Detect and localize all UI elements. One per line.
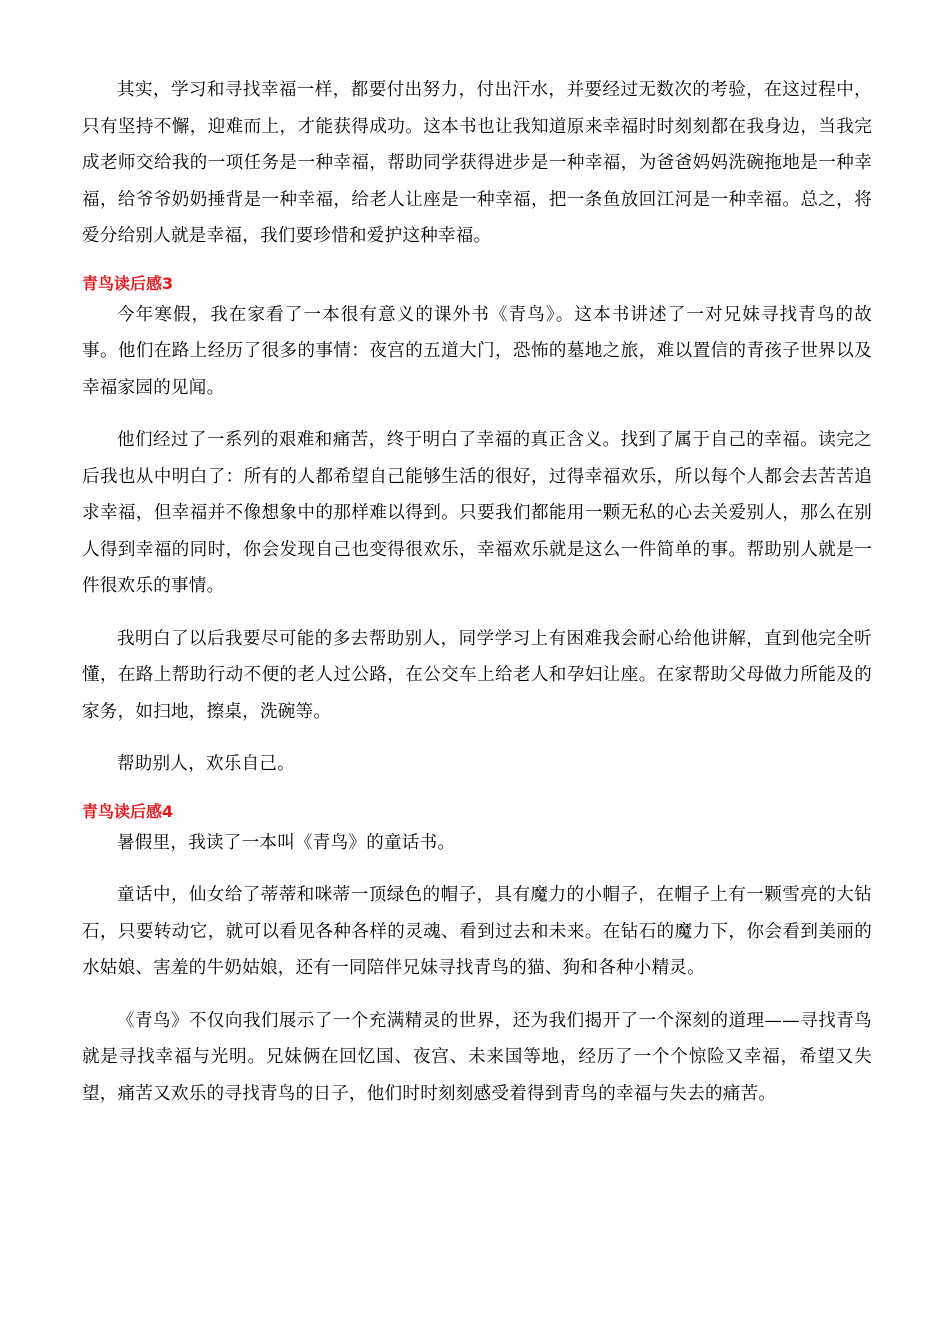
paragraph: 今年寒假，我在家看了一本很有意义的课外书《青鸟》。这本书讲述了一对兄妹寻找青鸟的故事。他们在路上经历了很多的事情：夜宫的五道大门，恐怖的墓地之旅，难以置信的青孩子世界以及幸福家园的见闻。 [82,304,872,398]
paragraph: 我明白了以后我要尽可能的多去帮助别人，同学学习上有困难我会耐心给他讲解，直到他完全听懂，在路上帮助行动不便的老人过公路，在公交车上给老人和孕妇让座。在家帮助父母做力所能及的家务，如扫地，擦桌，洗碗等。 [82,628,872,722]
paragraph: 暑假里，我读了一本叫《青鸟》的童话书。 [117,832,456,853]
section-heading: 青鸟读后感3 [82,273,174,293]
paragraph: 帮助别人，欢乐自己。 [117,754,295,774]
paragraph: 他们经过了一系列的艰难和痛苦，终于明白了幸福的真正含义。找到了属于自己的幸福。读完之后我也从中明白了：所有的人都希望自己能够生活的很好，过得幸福欢乐，所以每个人都会去苦苦追求幸福，但幸福并不像想象中的那样难以得到。只要我们都能用一颗无私的心去关爱别人，那么在别人得到幸福的同时，你会发现自己也变得很欢乐，幸福欢乐就是这么一件简单的事。帮助别人就是一件很欢乐的事情。 [82,430,872,596]
document-page [82,72,872,1128]
paragraph: 其实，学习和寻找幸福一样，都要付出努力，付出汗水，并要经过无数次的考验，在这过程中，只有坚持不懈，迎难而上，才能获得成功。这本书也让我知道原来幸福时时刻刻都在我身边，当我完成老师交给我的一项任务是一种幸福，帮助同学获得进步是一种幸福，为爸爸妈妈洗碗拖地是一种幸福，给爷爷奶奶捶背是一种幸福，给老人让座是一种幸福，把一条鱼放回江河是一种幸福。总之，将爱分给别人就是幸福，我们要珍惜和爱护这种幸福。 [82,80,872,246]
paragraph: 《青鸟》不仅向我们展示了一个充满精灵的世界，还为我们揭开了一个深刻的道理——寻找青鸟就是寻找幸福与光明。兄妹俩在回忆国、夜宫、未来国等地，经历了一个个惊险又幸福，希望又失望，痛苦又欢乐的寻找青鸟的日子，他们时时刻刻感受着得到青鸟的幸福与失去的痛苦。 [82,1010,872,1104]
section-heading: 青鸟读后感4 [82,801,174,821]
paragraph: 童话中，仙女给了蒂蒂和咪蒂一顶绿色的帽子，具有魔力的小帽子，在帽子上有一颗雪亮的大钻石，只要转动它，就可以看见各种各样的灵魂、看到过去和未来。在钻石的魔力下，你会看到美丽的水姑娘、害羞的牛奶姑娘，还有一同陪伴兄妹寻找青鸟的猫、狗和各种小精灵。 [82,885,872,978]
